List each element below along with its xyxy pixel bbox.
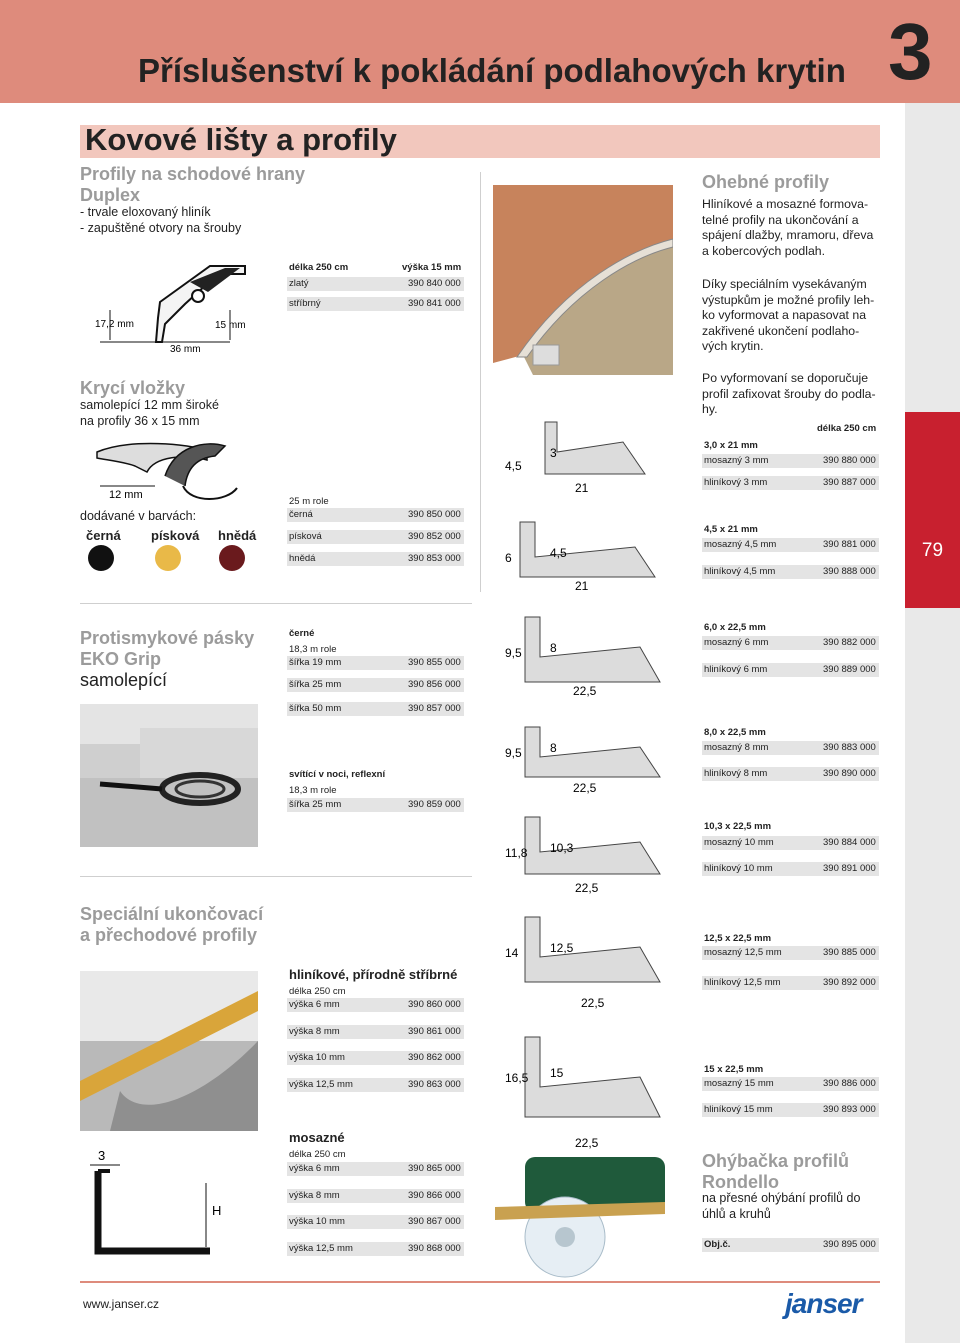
- table-row: hliníkový 12,5 mm 390 892 000: [702, 976, 879, 990]
- inserts-title: Krycí vložky: [80, 378, 186, 398]
- brass-head: mosazné: [289, 1130, 345, 1145]
- size-label: 4,5 x 21 mm: [704, 524, 758, 535]
- table-row: šířka 25 mm 390 859 000: [287, 798, 464, 812]
- colors-label: dodávané v barvách:: [80, 509, 197, 523]
- inserts-head: 25 m role: [289, 496, 329, 507]
- size-label: 3,0 x 21 mm: [704, 440, 758, 451]
- table-row: výška 10 mm 390 862 000: [287, 1051, 464, 1065]
- table-row: zlatý 390 840 000: [287, 277, 464, 291]
- diagram-1: [505, 422, 645, 495]
- diagram-7: [505, 1037, 660, 1150]
- dim-label: 15 mm: [215, 320, 246, 331]
- duplex-desc: - trvale eloxovaný hliník - zapuštěné otvory na šrouby: [80, 205, 242, 235]
- table-row: šířka 25 mm 390 856 000: [287, 678, 464, 692]
- dim-label: 22,5: [581, 996, 605, 1010]
- flex-p2: Díky speciálním vysekávaným výstupkům je možné profily leh- ko vyformovat a napasovat na zakřivené ukončení podlaho- vých krytin.: [702, 277, 875, 353]
- side-strip: [905, 103, 960, 1343]
- diagram-2: [505, 522, 655, 593]
- table-row: výška 12,5 mm 390 863 000: [287, 1078, 464, 1092]
- table-row: Obj.č. 390 895 000: [702, 1238, 879, 1252]
- grip-black-head: černé: [289, 628, 315, 639]
- table-row: hliníkový 8 mm 390 890 000: [702, 767, 879, 781]
- table-row: šířka 50 mm 390 857 000: [287, 702, 464, 716]
- table-row: výška 8 mm 390 861 000: [287, 1025, 464, 1039]
- color-name: písková: [151, 528, 200, 543]
- page-number: 79: [921, 540, 944, 561]
- duplex-head-right: výška 15 mm: [402, 262, 462, 273]
- table-row: šířka 19 mm 390 855 000: [287, 656, 464, 670]
- diagram-5: [505, 817, 660, 895]
- dim-label: 3: [550, 446, 557, 460]
- grip-black-sub: 18,3 m role: [289, 644, 337, 655]
- dim-label: 3: [98, 1148, 106, 1163]
- table-row: hnědá 390 853 000: [287, 552, 464, 566]
- dim-label: 12 mm: [109, 489, 143, 501]
- table-row: mosazný 10 mm 390 884 000: [702, 836, 879, 850]
- grip-glow-head: svítící v noci, reflexní: [289, 769, 386, 780]
- color-swatch-black: [88, 545, 114, 571]
- dim-label: 22,5: [575, 1136, 599, 1150]
- dim-label: 22,5: [573, 781, 597, 795]
- section-title: Kovové lišty a profily: [85, 122, 397, 157]
- color-name: černá: [86, 528, 121, 543]
- dim-label: 12,5: [550, 941, 574, 955]
- special-profile-photo: [80, 971, 258, 1131]
- divider: [80, 876, 472, 877]
- table-row: černá 390 850 000: [287, 508, 464, 522]
- flex-p3: Po vyformovaní se doporučuje profil zafixovat šrouby do podla- hy.: [702, 371, 876, 416]
- size-label: 10,3 x 22,5 mm: [704, 821, 772, 832]
- dim-label: 8: [550, 741, 557, 755]
- color-swatch-sand: [155, 545, 181, 571]
- table-row: hliníkový 10 mm 390 891 000: [702, 862, 879, 876]
- table-row: výška 10 mm 390 867 000: [287, 1215, 464, 1229]
- alu-head: hliníkové, přírodně stříbrné: [289, 967, 458, 982]
- footer-line: [80, 1281, 880, 1283]
- column-divider: [480, 172, 481, 592]
- diagram-3: [505, 617, 660, 698]
- dim-label: 14: [505, 946, 519, 960]
- table-row: mosazný 4,5 mm 390 881 000: [702, 538, 879, 552]
- table-row: stříbrný 390 841 000: [287, 297, 464, 311]
- dim-label: 15: [550, 1066, 564, 1080]
- chapter-number: 3: [888, 7, 933, 96]
- table-row: hliníkový 4,5 mm 390 888 000: [702, 565, 879, 579]
- table-row: výška 8 mm 390 866 000: [287, 1189, 464, 1203]
- dim-label: 9,5: [505, 746, 522, 760]
- grip-tape-photo: [80, 704, 258, 847]
- table-row: hliníkový 3 mm 390 887 000: [702, 476, 879, 490]
- table-row: výška 12,5 mm 390 868 000: [287, 1242, 464, 1256]
- size-label: 15 x 22,5 mm: [704, 1064, 764, 1075]
- insert-drawing: [95, 436, 245, 502]
- dim-label: 22,5: [573, 684, 597, 698]
- table-row: mosazný 15 mm 390 886 000: [702, 1077, 879, 1091]
- duplex-title: Profily na schodové hrany Duplex: [80, 164, 306, 205]
- alu-sub: délka 250 cm: [289, 986, 346, 997]
- rondello-photo: [495, 1157, 665, 1277]
- diagram-6: [505, 917, 660, 1010]
- table-row: mosazný 8 mm 390 883 000: [702, 741, 879, 755]
- dim-label: 16,5: [505, 1071, 529, 1085]
- size-label: 12,5 x 22,5 mm: [704, 933, 772, 944]
- duplex-head-left: délka 250 cm: [289, 262, 349, 273]
- grip-title: Protismykové pásky EKO Grip samolepící: [80, 628, 255, 690]
- dim-label: 36 mm: [170, 344, 201, 354]
- duplex-profile-drawing: [90, 262, 260, 354]
- janser-logo: janser: [785, 1288, 862, 1319]
- brass-sub: délka 250 cm: [289, 1149, 346, 1160]
- special-title: Speciální ukončovací a přechodové profily: [80, 904, 264, 945]
- dim-label: 21: [575, 579, 589, 593]
- size-label: 8,0 x 22,5 mm: [704, 727, 766, 738]
- dim-label: 6: [505, 551, 512, 565]
- diagram-4: [505, 727, 660, 795]
- table-row: výška 6 mm 390 860 000: [287, 998, 464, 1012]
- dim-label: 21: [575, 481, 589, 495]
- dim-label: 17,2 mm: [95, 319, 134, 330]
- special-profile-drawing: [90, 1143, 240, 1258]
- divider: [80, 603, 472, 604]
- dim-label: 22,5: [575, 881, 599, 895]
- dim-label: 10,3: [550, 841, 574, 855]
- dim-label: H: [212, 1203, 222, 1218]
- footer-url[interactable]: www.janser.cz: [83, 1297, 160, 1311]
- dim-label: 8: [550, 641, 557, 655]
- table-row: hliníkový 6 mm 390 889 000: [702, 663, 879, 677]
- flex-diagrams: [495, 412, 675, 1290]
- size-label: 6,0 x 22,5 mm: [704, 622, 766, 633]
- side-tab: [905, 412, 960, 608]
- flex-length: délka 250 cm: [817, 423, 877, 434]
- flex-p1: Hliníkové a mosazné formova- telné profily na ukončování a spájení dlažby, mramoru, dřeva a kobercových podlah.: [702, 197, 874, 258]
- dim-label: 4,5: [550, 546, 567, 560]
- dim-label: 4,5: [505, 459, 522, 473]
- table-row: výška 6 mm 390 865 000: [287, 1162, 464, 1176]
- flex-title: Ohebné profily: [702, 172, 830, 192]
- dim-label: 9,5: [505, 646, 522, 660]
- inserts-desc: samolepící 12 mm široké na profily 36 x 15 mm: [80, 398, 219, 428]
- color-name: hnědá: [218, 528, 257, 543]
- table-row: písková 390 852 000: [287, 530, 464, 544]
- page-title: Příslušenství k pokládání podlahových krytin: [138, 52, 846, 89]
- dim-label: 11,8: [505, 846, 528, 860]
- rondello-desc: na přesné ohýbání profilů do úhlů a kruhů: [702, 1191, 861, 1221]
- table-row: mosazný 12,5 mm 390 885 000: [702, 946, 879, 960]
- flex-profile-photo: [493, 185, 673, 375]
- table-row: mosazný 6 mm 390 882 000: [702, 636, 879, 650]
- grip-glow-sub: 18,3 m role: [289, 785, 337, 796]
- rondello-title: Ohýbačka profilů Rondello: [702, 1151, 850, 1192]
- table-row: hliníkový 15 mm 390 893 000: [702, 1103, 879, 1117]
- table-row: mosazný 3 mm 390 880 000: [702, 454, 879, 468]
- color-swatch-brown: [219, 545, 245, 571]
